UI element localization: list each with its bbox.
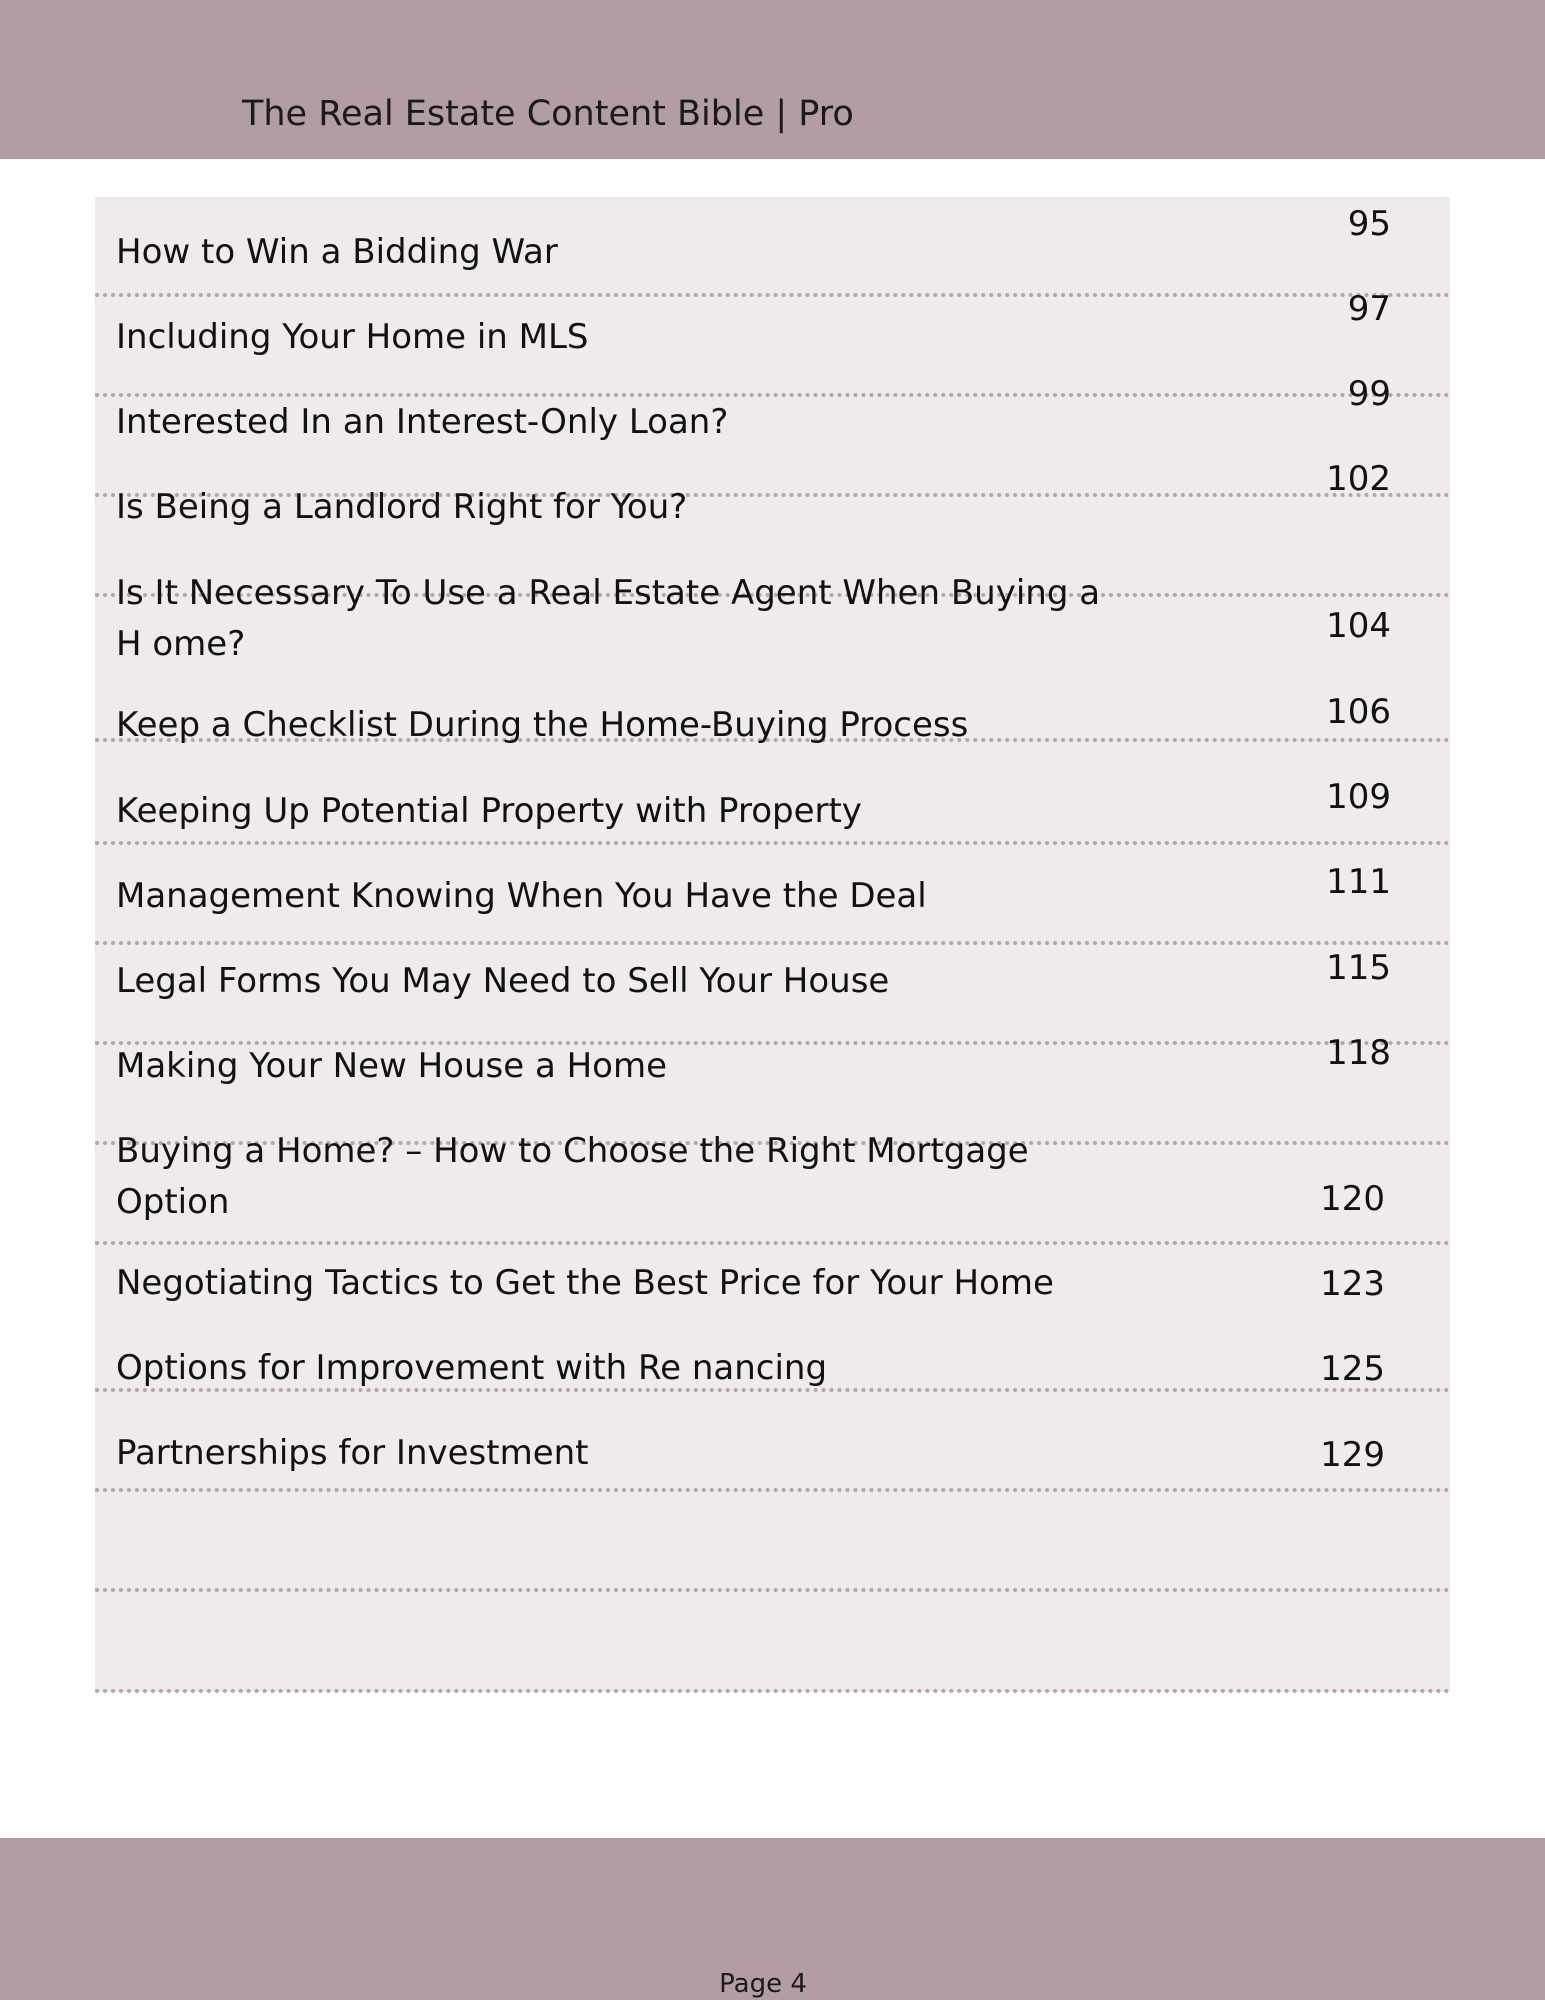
toc-entry-title-continued[interactable]: H ome? bbox=[116, 624, 246, 664]
toc-separator bbox=[95, 841, 1450, 845]
toc-separator bbox=[95, 1488, 1450, 1492]
toc-entry-title[interactable]: Buying a Home? – How to Choose the Right Mortgage bbox=[116, 1131, 1029, 1171]
toc-entry-page[interactable]: 102 bbox=[1326, 459, 1391, 499]
toc-entry-title[interactable]: Is Being a Landlord Right for You? bbox=[116, 487, 688, 527]
toc-entry-title[interactable]: Keep a Checklist During the Home-Buying Process bbox=[116, 705, 969, 745]
toc-separator bbox=[95, 1241, 1450, 1245]
toc-separator bbox=[95, 1689, 1450, 1693]
toc-entry-page[interactable]: 95 bbox=[1347, 204, 1391, 244]
toc-entry-title[interactable]: Negotiating Tactics to Get the Best Price for Your Home bbox=[116, 1263, 1054, 1303]
toc-entry-title[interactable]: Partnerships for Investment bbox=[116, 1433, 589, 1473]
document-title: The Real Estate Content Bible | Pro bbox=[242, 94, 854, 134]
toc-entry-title[interactable]: Keeping Up Potential Property with Property bbox=[116, 791, 862, 831]
toc-entry-page[interactable]: 123 bbox=[1320, 1264, 1385, 1304]
toc-entry-page[interactable]: 109 bbox=[1326, 777, 1391, 817]
toc-entry-title[interactable]: Including Your Home in MLS bbox=[116, 317, 589, 357]
toc-entry-page[interactable]: 125 bbox=[1320, 1349, 1385, 1389]
toc-entry-title[interactable]: Is It Necessary To Use a Real Estate Agent When Buying a bbox=[116, 573, 1101, 613]
toc-entry-page[interactable]: 104 bbox=[1326, 606, 1391, 646]
toc-entry-title-continued[interactable]: Option bbox=[116, 1182, 230, 1222]
toc-entry-page[interactable]: 120 bbox=[1320, 1179, 1385, 1219]
toc-entry-page[interactable]: 118 bbox=[1326, 1033, 1391, 1073]
toc-separator bbox=[95, 293, 1450, 297]
toc-entry-page[interactable]: 106 bbox=[1326, 692, 1391, 732]
toc-entry-page[interactable]: 111 bbox=[1326, 862, 1391, 902]
toc-entry-title[interactable]: Options for Improvement with Re nancing bbox=[116, 1348, 828, 1388]
toc-entry-title[interactable]: Interested In an Interest-Only Loan? bbox=[116, 402, 729, 442]
toc-entry-title[interactable]: How to Win a Bidding War bbox=[116, 232, 558, 272]
toc-entry-page[interactable]: 97 bbox=[1347, 289, 1391, 329]
toc-separator bbox=[95, 941, 1450, 945]
toc-entry-title[interactable]: Legal Forms You May Need to Sell Your House bbox=[116, 961, 890, 1001]
toc-entry-title[interactable]: Making Your New House a Home bbox=[116, 1046, 668, 1086]
toc-entry-page[interactable]: 99 bbox=[1347, 374, 1391, 414]
page-number: Page 4 bbox=[719, 1969, 807, 1999]
toc-entry-page[interactable]: 115 bbox=[1326, 948, 1391, 988]
toc-entry-title[interactable]: Management Knowing When You Have the Deal bbox=[116, 876, 927, 916]
toc-separator bbox=[95, 1588, 1450, 1592]
toc-entry-page[interactable]: 129 bbox=[1320, 1435, 1385, 1475]
